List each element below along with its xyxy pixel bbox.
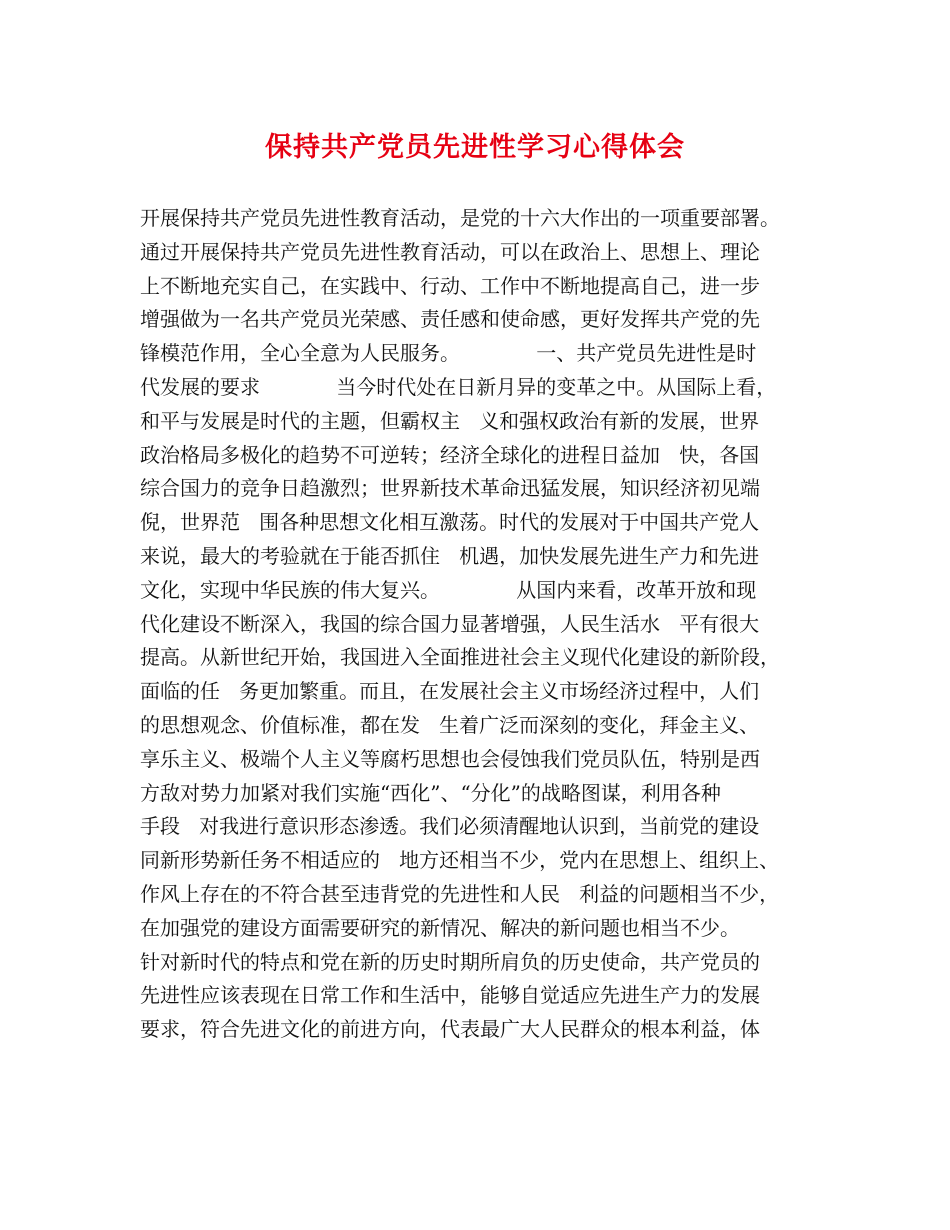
body-text-line: 通过开展保持共产党员先进性教育活动，可以在政治上、思想上、理论 [140, 239, 760, 264]
body-text-line: 针对新时代的特点和党在新的历史时期所肩负的历史使命，共产党员的 [140, 949, 760, 974]
body-text-line: 方敌对势力加紧对我们实施“西化”、“分化”的战略图谋，利用各种 [140, 780, 721, 805]
body-text-line: 手段 对我进行意识形态渗透。我们必须清醒地认识到，当前党的建设 [140, 814, 760, 839]
body-text-line: 政治格局多极化的趋势不可逆转；经济全球化的进程日益加 快，各国 [140, 442, 760, 467]
body-text-line: 和平与发展是时代的主题，但霸权主 义和强权政治有新的发展，世界 [140, 408, 760, 433]
body-text-line: 的思想观念、价值标准，都在发 生着广泛而深刻的变化，拜金主义、 [140, 712, 760, 737]
body-text-line: 代发展的要求 当今时代处在日新月异的变革之中。从国际上看， [140, 374, 777, 399]
body-text-line: 上不断地充实自己，在实践中、行动、工作中不断地提高自己，进一步 [140, 273, 760, 298]
body-text-line: 来说，最大的考验就在于能否抓住 机遇，加快发展先进生产力和先进 [140, 543, 760, 568]
body-text-line: 倪，世界范 围各种思想文化相互激荡。时代的发展对于中国共产党人 [140, 510, 760, 535]
body-text-line: 提高。从新世纪开始，我国进入全面推进社会主义现代化建设的新阶段， [140, 645, 780, 670]
document-title: 保持共产党员先进性学习心得体会 [265, 132, 685, 163]
body-text-line: 作风上存在的不符合甚至违背党的先进性和人民 利益的问题相当不少， [140, 881, 780, 906]
body-text-line: 文化，实现中华民族的伟大复兴。 从国内来看，改革开放和现 [140, 577, 757, 602]
body-text-line: 代化建设不断深入，我国的综合国力显著增强，人民生活水 平有很大 [140, 611, 760, 636]
body-text-line: 在加强党的建设方面需要研究的新情况、解决的新问题也相当不少。 [140, 915, 740, 940]
body-text-line: 综合国力的竞争日趋激烈；世界新技术革命迅猛发展，知识经济初见端 [140, 476, 760, 501]
body-text-line: 开展保持共产党员先进性教育活动，是党的十六大作出的一项重要部署。 [140, 206, 780, 230]
body-text-line: 锋模范作用，全心全意为人民服务。 一、共产党员先进性是时 [140, 341, 757, 366]
body-text-line: 享乐主义、极端个人主义等腐朽思想也会侵蚀我们党员队伍，特别是西 [140, 746, 760, 771]
body-text-line: 增强做为一名共产党员光荣感、责任感和使命感，更好发挥共产党的先 [140, 307, 760, 332]
body-text-line: 同新形势新任务不相适应的 地方还相当不少，党内在思想上、组织上、 [140, 848, 780, 873]
document-body [140, 202, 830, 1047]
body-text-line: 先进性应该表现在日常工作和生活中，能够自觉适应先进生产力的发展 [140, 983, 760, 1008]
body-text-line: 要求，符合先进文化的前进方向，代表最广大人民群众的根本利益，体 [140, 1017, 760, 1042]
body-text-line: 面临的任 务更加繁重。而且，在发展社会主义市场经济过程中，人们 [140, 679, 760, 704]
